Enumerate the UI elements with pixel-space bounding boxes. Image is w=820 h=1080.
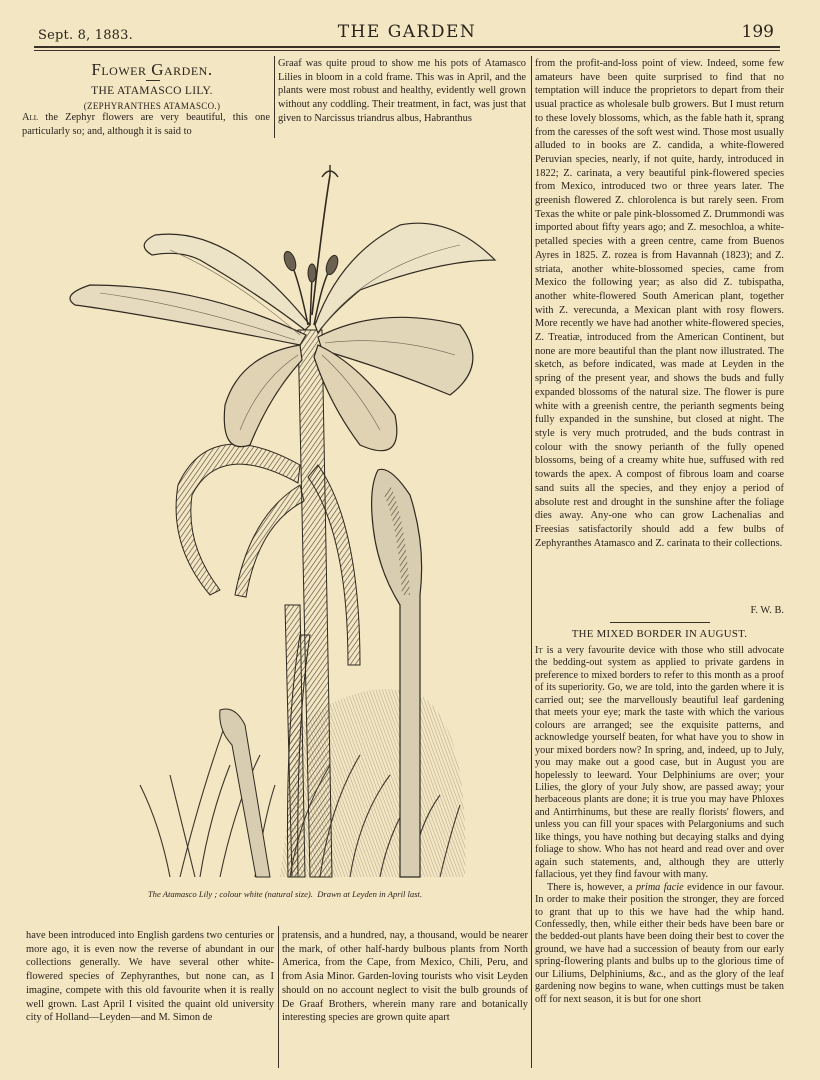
mixed-p2-a: There is, however, a — [547, 881, 636, 893]
small-bud — [220, 709, 270, 877]
col2-top-text — [278, 57, 526, 141]
petal-upper-right — [315, 223, 495, 333]
bottom-col1-text — [26, 929, 274, 1069]
header-rule-thick — [34, 46, 780, 48]
header-rule-thin — [34, 50, 780, 51]
bottom-col2-text — [282, 929, 528, 1069]
intro-text: the Zephyr flowers are very beautiful, this one particularly so; and, although it is said to — [22, 112, 270, 137]
article-separator — [610, 622, 710, 623]
column-divider-right — [531, 56, 532, 1068]
lily-flower — [70, 223, 495, 451]
mixed-p1-text: is a very favourite device with those who still advocate the bedding-out system as applied to private gardens in preference to mixed borders to refer to this month as a proof of its superiority. Go, we are told, into the garden where it is carried out; see the marvellously beautiful leaf gardening that meets your eye; mark the taste with which the various colours are arranged; see the exquisite patterns, and acknowledge yourself beaten, for what have you to show in your mixed borders now? In spring, and, indeed, up to July, you may make out a good case, but in August you are hopelessly to leeward. Your Delphiniums are over; your Lilies, the glory of your July show, are passed away; your herbaceous plants are done; it is true you may have Phloxes and Antirrhinums, but these are really florists' flowers, and unless you can fill your spaces with Pelargoniums and such like things, you have nothing but decaying stalks and dying foliage to show. Who has not heard and read over and over again such statements, and, although they are utterly fallacious, yet they find favour with many. — [535, 645, 784, 881]
mixed-border-para-1 — [535, 645, 784, 882]
page-header — [34, 18, 780, 48]
bottom-col2-paragraph: pratensis, and a hundred, nay, a thousand, would be nearer the mark, of other half-hardy bulbous plants from North America, from the Cape, from Mexico, Chili, Peru, and from Asia Minor. Garden-loving tourists who visit Leyden should on no account neglect to visit the bulb grounds of De Graaf Brothers, wherein many rare and botanically interesting species are grown quite apart — [282, 930, 528, 1024]
intro-paragraph — [22, 111, 270, 140]
mixed-border-title: THE MIXED BORDER IN AUGUST. — [571, 628, 748, 640]
issue-date: Sept. 8, 1883. — [38, 28, 133, 43]
col3-paragraph-1: from the profit-and-loss point of view. Indeed, some few amateurs have been quite surprised to find that no temptation will induce the proprietors to depart from their usual practice as wholesale bulb growers. But I must return to these lovely blossoms, which, as the fable hath it, sprang from the caresses of the soft west wind. Those most usually alluded to in books are Z. candida, a white-flowered Peruvian species, nearly, if not quite, hardy, introduced in 1822; Z. carinata, a very beautiful pink-flowered species from Mexico, introduced two or three years later. The greenish flowered Z. chlorolenca is but rarely seen. From Texas the white or pale pink-blossomed Z. Drummondi was imported about fifty years ago; and Z. mesochloa, a white-petalled species with a green centre, came from Buenos Ayres in 1825. Z. rozea is from Havannah (1823); and Z. striata, another white-blossomed species, came from Mexico the following year; as also did Z. tubispatha, another white-flowered South American plant, together with Z. verecunda, a Mexican plant with rosy flowers. More recently we have had another white-flowered species, Z. Treatiæ, introduced from the American Continent, but none are more beautiful than the plant now illustrated. The sketch, as before indicated, was made at Leyden in the spring of the present year, and shows the buds and fully expanded blossoms of the natural size. The flower is pure white with a greenish centre, the perianth segments being fully expanded in the sunshine, but closed at night. The style is very much protruded, and the buds contrast in colour with the snowy perianth of the fully opened blossoms, being of a creamy white hue, suffused with red towards the apex. A compost of fibrous loam and coarse sand suits all the species, and they enjoy a period of absolute rest and drought in the sunshine after the foliage dies away. Any-one who can grow Lachenalias and Freesias satisfactorily should add a few bulbs of Zephyranthes Atamasco and Z. carinata to their collections. — [535, 58, 784, 549]
caption-part-1: The Atamasco Lily ; colour white (natural size). — [147, 889, 313, 899]
mixed-p2-italic: prima facie — [635, 881, 684, 893]
section-title: Flower Garden. — [91, 60, 213, 79]
col2-top-paragraph: Graaf was quite proud to show me his pots of Atamasco Lilies in bloom in a cold frame. This was in April, and the plants were most robust and healthy, evidently well grown without any coddling. Their treatment, in fact, was just that given to Narcissus triandrus albus, Habranthus — [278, 58, 526, 124]
bottom-col1-paragraph: have been introduced into English gardens two centuries or more ago, it is even now the reverse of abundant in our collections generally. We have several other white-flowered species of Zephyranthes, but none can, as I imagine, compete with this old favourite when it is really well grown. Last April I visited the quaint old university city of Holland—Leyden—and M. Simon de — [26, 930, 274, 1024]
column-divider-lower — [278, 926, 279, 1068]
periodical-title: THE GARDEN — [337, 22, 477, 42]
section-title-underline — [146, 80, 160, 81]
caption-part-2: Drawn at Leyden in April last. — [317, 889, 423, 899]
article-title: THE ATAMASCO LILY. — [91, 85, 213, 97]
illustration-caption — [100, 889, 470, 899]
page-number: 199 — [741, 22, 774, 42]
col3-text — [535, 57, 784, 617]
hanging-leaf — [235, 485, 304, 597]
curled-leaf — [176, 444, 300, 595]
intro-lead: All — [22, 112, 39, 123]
column-divider-upper — [274, 56, 275, 138]
mixed-lead: It — [535, 645, 543, 656]
mixed-border-text — [535, 645, 784, 1070]
author-signature: F. W. B. — [750, 605, 784, 616]
article-subtitle: (ZEPHYRANTHES ATAMASCO.) — [83, 101, 221, 111]
mixed-border-para-2 — [535, 882, 784, 1007]
atamasco-lily-illustration — [60, 165, 500, 885]
mixed-p2-b: evidence in our favour. In order to make their position the stronger, they are forced to grant that up to this we have had the whip hand. Confessedly, then, while either their beds have been bare or the bedded-out plants have been doing their best to cover the ground, we have had a succession of beauty from our early spring-flowering plants and bulbs up to the glorious time of our Liliums, Delphiniums, &c., and as the glory of the leaf gardening now begins to wane, when cuttings must be taken off for next season, it is but for one short — [535, 881, 784, 1005]
